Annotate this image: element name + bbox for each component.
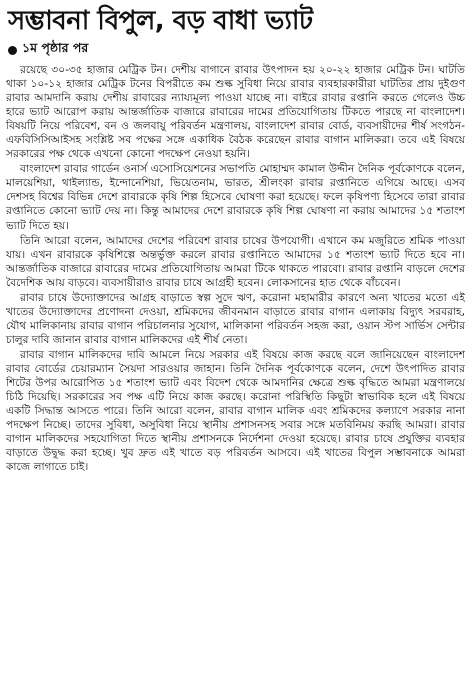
paragraph-5: রাবার বাগান মালিকদের দাবি আমলে নিয়ে সরকার এই বিষয়ে কাজ করছে বলে জানিয়েছেন বাংলাদেশ রাবার বোর্ডের চেয়ারম্যান সৈয়দা সারওয়ার জাহান। তিনি দৈনিক পূর্বকোণকে বলেন, দেশে উৎপাদিত রাবার শিটের উপর আরোপিত ১৫ শতাংশ ভ্যাট এবং বিদেশ থেকে আমদানির ক্ষেত্রে শুল্ক বৃদ্ধিতে আমরা মন্ত্রণালয়ে চিঠি দিয়েছি। সরকারের সব পক্ষ এটি নিয়ে কাজ করছে। করোনা পরিস্থিতি কিছুটা স্বাভাবিক হলে এই বিষয়ে একটি সিদ্ধান্ত আসতে পারে। তিনি আরো বলেন, রাবার বাগান মালিক এবং শ্রমিকদের কল্যাণে সরকার নানা পদক্ষেপ নিচ্ছে। তাদের সুবিধা, অসুবিধা নিয়ে স্থানীয় প্রশাসনসহ সবার সঙ্গে মতবিনিময় করছি আমরা। রাবার বাগান মালিকদের সহযোগিতা দিতে স্থানীয় প্রশাসনকে নির্দেশনা দেওয়া হয়েছে। রাবার চাষে প্রযুক্তির ব্যবহার বাড়াতে উদ্বুদ্ধ করা হচ্ছে। খুব দ্রুত এই খাতে বড় পরিবর্তন আসবে। এই খাতের বিপুল সম্ভাবনাকে আমরা কাজে লাগাতে চাই। xyxy=(6,348,465,474)
paragraph-2: বাংলাদেশ রাবার গার্ডেন ওনার্স এসোসিয়েশনের সভাপতি মোহাম্মদ কামাল উদ্দীন দৈনিক পূর্বকোণকে বলেন, মালয়েশিয়া, থাইল্যান্ড, ইন্দোনেশিয়া, ভিয়েতনাম, ভারত, শ্রীলংকা রাবার রপ্তানিতে এগিয়ে আছে। এসব দেশসহ বিশ্বের বিভিন্ন দেশে রাবারকে কৃষি শিল্প হিসেবে ঘোষণা করা হয়েছে। ফলে কৃষিপণ্য হিসেবে তারা রাবার রপ্তানিতে কোনো ভ্যাট দেয় না। কিন্তু আমাদের দেশে রাবারকে কৃষি শিল্প ঘোষণা না করায় আমাদের ১৫ শতাংশ ভ্যাট দিতে হয়। xyxy=(6,163,465,232)
paragraph-1: রয়েছে ৩০-৩৫ হাজার মেট্রিক টন। দেশীয় বাগানে রাবার উৎপাদন হয় ২০-২২ হাজার মেট্রিক টন। ঘাটতি থাকা ১০-১২ হাজার মেট্রিক টনের বিপরীতে কম শুল্ক সুবিধা নিয়ে রাবার ব্যবহারকারীরা ঘাটতির প্রায় দুইগুণ রাবার আমদানি করায় দেশীয় রাবারের ন্যায্যমূল্য পাওয়া যাচ্ছে না। বাইরে রাবার রপ্তানি করতে গেলেও উচ্চ হারে ভ্যাট আরোপ করায় আন্তর্জাতিক বাজারে রাবারের দামের প্রতিযোগিতায় টিকতে পারছে না বাংলাদেশ। বিষয়টি নিয়ে পরিবেশ, বন ও জলবায়ু পরিবর্তন মন্ত্রণালয়, বাংলাদেশ রাবার বোর্ড, ব্যবসায়ীদের শীর্ষ সংগঠন- এফবিসিসিআইসহ সংশ্লিষ্ট সব পক্ষের সঙ্গে একাধিক বৈঠক করেছেন রাবার বাগান মালিকরা। তবে এই বিষয়ে সরকারের পক্ষ থেকে এখনো কোনো পদক্ষেপ নেওয়া হয়নি। xyxy=(6,64,465,161)
article-headline: সম্ভাবনা বিপুল, বড় বাধা ভ্যাট xyxy=(8,6,313,36)
paragraph-3: তিনি আরো বলেন, আমাদের দেশের পরিবেশ রাবার চাষের উপযোগী। এখানে কম মজুরিতে শ্রমিক পাওয়া যায়। এখন রাবারকে কৃষিশিল্পে অন্তর্ভুক্ত করলে রাবার রপ্তানিতে আমাদের ১৫ শতাংশ ভ্যাট দিতে হবে না। আন্তর্জাতিক বাজারে রাবারের দামের প্রতিযোগিতায় আমরা টিকে থাকতে পারবো। রাবার রপ্তানি বাড়লে দেশের বৈদেশিক আয় বাড়বে। ব্যবসায়ীরাও রাবার চাষে আগ্রহী হবেন। লোকসানের হাত থেকে বাঁচবেন। xyxy=(6,234,465,289)
article-body xyxy=(6,63,465,474)
bullet-icon xyxy=(8,46,17,55)
continued-from-line xyxy=(8,40,465,60)
paragraph-4: রাবার চাষে উদ্যোক্তাদের আগ্রহ বাড়াতে স্বল্প সুদে ঋণ, করোনা মহামারীর কারণে অন্য খাতের মতো এই খাতের উদ্যোক্তাদের প্রণোদনা দেওয়া, শ্রমিকদের জীবনমান বাড়াতে রাবার বাগান এলাকায় বিদ্যুৎ সরবরাহ, যৌথ মালিকানায় রাবার বাগান পরিচালনার সুযোগ, মালিকানা পরিবর্তন সহজ করা, ওয়ান স্টপ সার্ভিস সেন্টার চালুর দাবি জানান রাবার বাগান মালিকদের এই শীর্ষ নেতা। xyxy=(6,291,465,346)
continued-from-label: ১ম পৃষ্ঠার পর xyxy=(22,40,89,55)
